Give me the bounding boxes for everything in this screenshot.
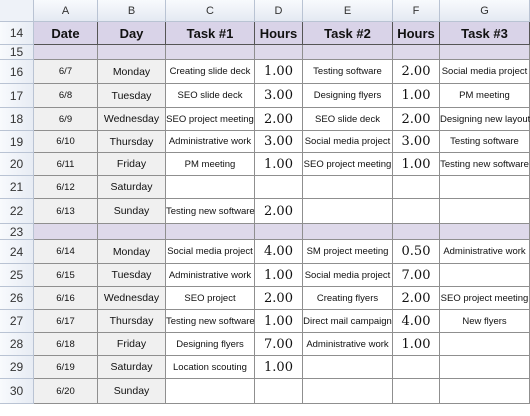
- task-2-cell[interactable]: SEO slide deck: [303, 108, 393, 131]
- task-1-cell[interactable]: Location scouting: [166, 356, 255, 379]
- hours-1-cell[interactable]: [255, 379, 303, 404]
- task-2-cell[interactable]: Social media project: [303, 264, 393, 287]
- column-header-row: [0, 0, 512, 22]
- task-2-cell[interactable]: Designing flyers: [303, 84, 393, 108]
- separator-band: [303, 45, 393, 60]
- task-3-cell[interactable]: [440, 264, 530, 287]
- date-cell[interactable]: 6/11: [34, 153, 98, 176]
- date-cell[interactable]: 6/15: [34, 264, 98, 287]
- row-header[interactable]: 14: [0, 22, 34, 45]
- hours-1-cell[interactable]: 1.00: [255, 264, 303, 287]
- hours-1-cell[interactable]: 3.00: [255, 84, 303, 108]
- hours-2-cell[interactable]: [393, 199, 440, 224]
- column-title[interactable]: Task #3: [440, 22, 530, 45]
- separator-band: [34, 224, 98, 240]
- row-header[interactable]: 22: [0, 199, 34, 224]
- hours-1-cell[interactable]: 2.00: [255, 108, 303, 131]
- hours-2-cell[interactable]: 2.00: [393, 60, 440, 84]
- task-3-cell[interactable]: SEO project meeting: [440, 287, 530, 310]
- day-cell[interactable]: Friday: [98, 333, 166, 356]
- task-1-cell[interactable]: Social media project: [166, 240, 255, 264]
- task-2-cell[interactable]: Administrative work: [303, 333, 393, 356]
- day-cell[interactable]: Wednesday: [98, 287, 166, 310]
- row-header[interactable]: 24: [0, 240, 34, 264]
- row-header[interactable]: 30: [0, 379, 34, 404]
- task-3-cell[interactable]: Testing new software: [440, 153, 530, 176]
- row-header[interactable]: 27: [0, 310, 34, 333]
- column-title[interactable]: Hours: [393, 22, 440, 45]
- select-all-corner[interactable]: [0, 0, 34, 22]
- task-1-cell[interactable]: Testing new software: [166, 199, 255, 224]
- date-cell[interactable]: 6/18: [34, 333, 98, 356]
- column-header-c[interactable]: C: [166, 0, 255, 22]
- hours-2-cell[interactable]: [393, 379, 440, 404]
- date-cell[interactable]: 6/13: [34, 199, 98, 224]
- task-1-cell[interactable]: SEO project meeting: [166, 108, 255, 131]
- day-cell[interactable]: Wednesday: [98, 108, 166, 131]
- hours-2-cell[interactable]: 1.00: [393, 333, 440, 356]
- column-title[interactable]: Task #1: [166, 22, 255, 45]
- column-header-f[interactable]: F: [393, 0, 440, 22]
- column-title[interactable]: Day: [98, 22, 166, 45]
- hours-2-cell[interactable]: 1.00: [393, 84, 440, 108]
- column-header-g[interactable]: G: [440, 0, 530, 22]
- hours-2-cell[interactable]: 4.00: [393, 310, 440, 333]
- task-3-cell[interactable]: Social media project: [440, 60, 530, 84]
- hours-1-cell[interactable]: 1.00: [255, 60, 303, 84]
- task-2-cell[interactable]: SEO project meeting: [303, 153, 393, 176]
- task-2-cell[interactable]: Testing software: [303, 60, 393, 84]
- date-cell[interactable]: 6/10: [34, 131, 98, 153]
- day-cell[interactable]: Saturday: [98, 356, 166, 379]
- row-header[interactable]: 21: [0, 176, 34, 199]
- separator-band: [303, 224, 393, 240]
- task-1-cell[interactable]: [166, 176, 255, 199]
- row-header[interactable]: 26: [0, 287, 34, 310]
- column-header-b[interactable]: B: [98, 0, 166, 22]
- task-1-cell[interactable]: Administrative work: [166, 264, 255, 287]
- task-1-cell[interactable]: Administrative work: [166, 131, 255, 153]
- row-header[interactable]: 25: [0, 264, 34, 287]
- task-1-cell[interactable]: Testing new software: [166, 310, 255, 333]
- separator-band: [440, 45, 530, 60]
- row-header[interactable]: 18: [0, 108, 34, 131]
- day-cell[interactable]: Monday: [98, 240, 166, 264]
- task-3-cell[interactable]: [440, 176, 530, 199]
- day-cell[interactable]: Sunday: [98, 379, 166, 404]
- date-cell[interactable]: 6/8: [34, 84, 98, 108]
- task-2-cell[interactable]: [303, 176, 393, 199]
- date-cell[interactable]: 6/16: [34, 287, 98, 310]
- date-cell[interactable]: 6/19: [34, 356, 98, 379]
- day-cell[interactable]: Thursday: [98, 131, 166, 153]
- task-1-cell[interactable]: Creating slide deck: [166, 60, 255, 84]
- hours-1-cell[interactable]: 2.00: [255, 199, 303, 224]
- task-3-cell[interactable]: New flyers: [440, 310, 530, 333]
- row-header[interactable]: 15: [0, 45, 34, 60]
- separator-band: [166, 45, 255, 60]
- day-cell[interactable]: Tuesday: [98, 264, 166, 287]
- day-cell[interactable]: Friday: [98, 153, 166, 176]
- task-1-cell[interactable]: PM meeting: [166, 153, 255, 176]
- task-2-cell[interactable]: [303, 356, 393, 379]
- date-cell[interactable]: 6/12: [34, 176, 98, 199]
- task-3-cell[interactable]: Designing new layout: [440, 108, 530, 131]
- day-cell[interactable]: Thursday: [98, 310, 166, 333]
- column-header-d[interactable]: D: [255, 0, 303, 22]
- date-cell[interactable]: 6/7: [34, 60, 98, 84]
- task-3-cell[interactable]: [440, 333, 530, 356]
- row-header[interactable]: 17: [0, 84, 34, 108]
- hours-1-cell[interactable]: 1.00: [255, 310, 303, 333]
- date-cell[interactable]: 6/20: [34, 379, 98, 404]
- separator-band: [440, 224, 530, 240]
- task-2-cell[interactable]: Social media project: [303, 131, 393, 153]
- task-1-cell[interactable]: Designing flyers: [166, 333, 255, 356]
- separator-band: [34, 45, 98, 60]
- task-3-cell[interactable]: [440, 379, 530, 404]
- row-header[interactable]: 16: [0, 60, 34, 84]
- hours-1-cell[interactable]: 1.00: [255, 153, 303, 176]
- task-3-cell[interactable]: Testing software: [440, 131, 530, 153]
- day-cell[interactable]: Saturday: [98, 176, 166, 199]
- row-header[interactable]: 19: [0, 131, 34, 153]
- task-2-cell[interactable]: Direct mail campaign: [303, 310, 393, 333]
- separator-band: [98, 45, 166, 60]
- day-cell[interactable]: Sunday: [98, 199, 166, 224]
- separator-band: [255, 224, 303, 240]
- task-3-cell[interactable]: PM meeting: [440, 84, 530, 108]
- task-2-cell[interactable]: [303, 379, 393, 404]
- column-header-a[interactable]: A: [34, 0, 98, 22]
- date-cell[interactable]: 6/14: [34, 240, 98, 264]
- separator-band: [98, 224, 166, 240]
- column-title[interactable]: Hours: [255, 22, 303, 45]
- task-3-cell[interactable]: [440, 199, 530, 224]
- hours-1-cell[interactable]: [255, 176, 303, 199]
- day-cell[interactable]: Monday: [98, 60, 166, 84]
- hours-1-cell[interactable]: 7.00: [255, 333, 303, 356]
- column-title[interactable]: Task #2: [303, 22, 393, 45]
- task-3-cell[interactable]: Administrative work: [440, 240, 530, 264]
- separator-band: [255, 45, 303, 60]
- column-title[interactable]: Date: [34, 22, 98, 45]
- date-cell[interactable]: 6/17: [34, 310, 98, 333]
- hours-2-cell[interactable]: 3.00: [393, 131, 440, 153]
- hours-1-cell[interactable]: 3.00: [255, 131, 303, 153]
- separator-band: [166, 224, 255, 240]
- blank-area: [34, 404, 512, 416]
- column-header-e[interactable]: E: [303, 0, 393, 22]
- hours-1-cell[interactable]: 4.00: [255, 240, 303, 264]
- separator-band: [393, 224, 440, 240]
- hours-2-cell[interactable]: 1.00: [393, 153, 440, 176]
- day-cell[interactable]: Tuesday: [98, 84, 166, 108]
- hours-2-cell[interactable]: 2.00: [393, 108, 440, 131]
- row-header[interactable]: 23: [0, 224, 34, 240]
- task-2-cell[interactable]: [303, 199, 393, 224]
- hours-2-cell[interactable]: [393, 176, 440, 199]
- hours-2-cell[interactable]: 0.50: [393, 240, 440, 264]
- hours-2-cell[interactable]: 7.00: [393, 264, 440, 287]
- row-header[interactable]: 29: [0, 356, 34, 379]
- hours-2-cell[interactable]: [393, 356, 440, 379]
- hours-1-cell[interactable]: 2.00: [255, 287, 303, 310]
- hours-1-cell[interactable]: 1.00: [255, 356, 303, 379]
- task-2-cell[interactable]: Creating flyers: [303, 287, 393, 310]
- task-1-cell[interactable]: [166, 379, 255, 404]
- hours-2-cell[interactable]: 2.00: [393, 287, 440, 310]
- task-1-cell[interactable]: SEO project: [166, 287, 255, 310]
- task-1-cell[interactable]: SEO slide deck: [166, 84, 255, 108]
- row-header[interactable]: 20: [0, 153, 34, 176]
- task-2-cell[interactable]: SM project meeting: [303, 240, 393, 264]
- separator-band: [393, 45, 440, 60]
- date-cell[interactable]: 6/9: [34, 108, 98, 131]
- row-header[interactable]: 28: [0, 333, 34, 356]
- task-3-cell[interactable]: [440, 356, 530, 379]
